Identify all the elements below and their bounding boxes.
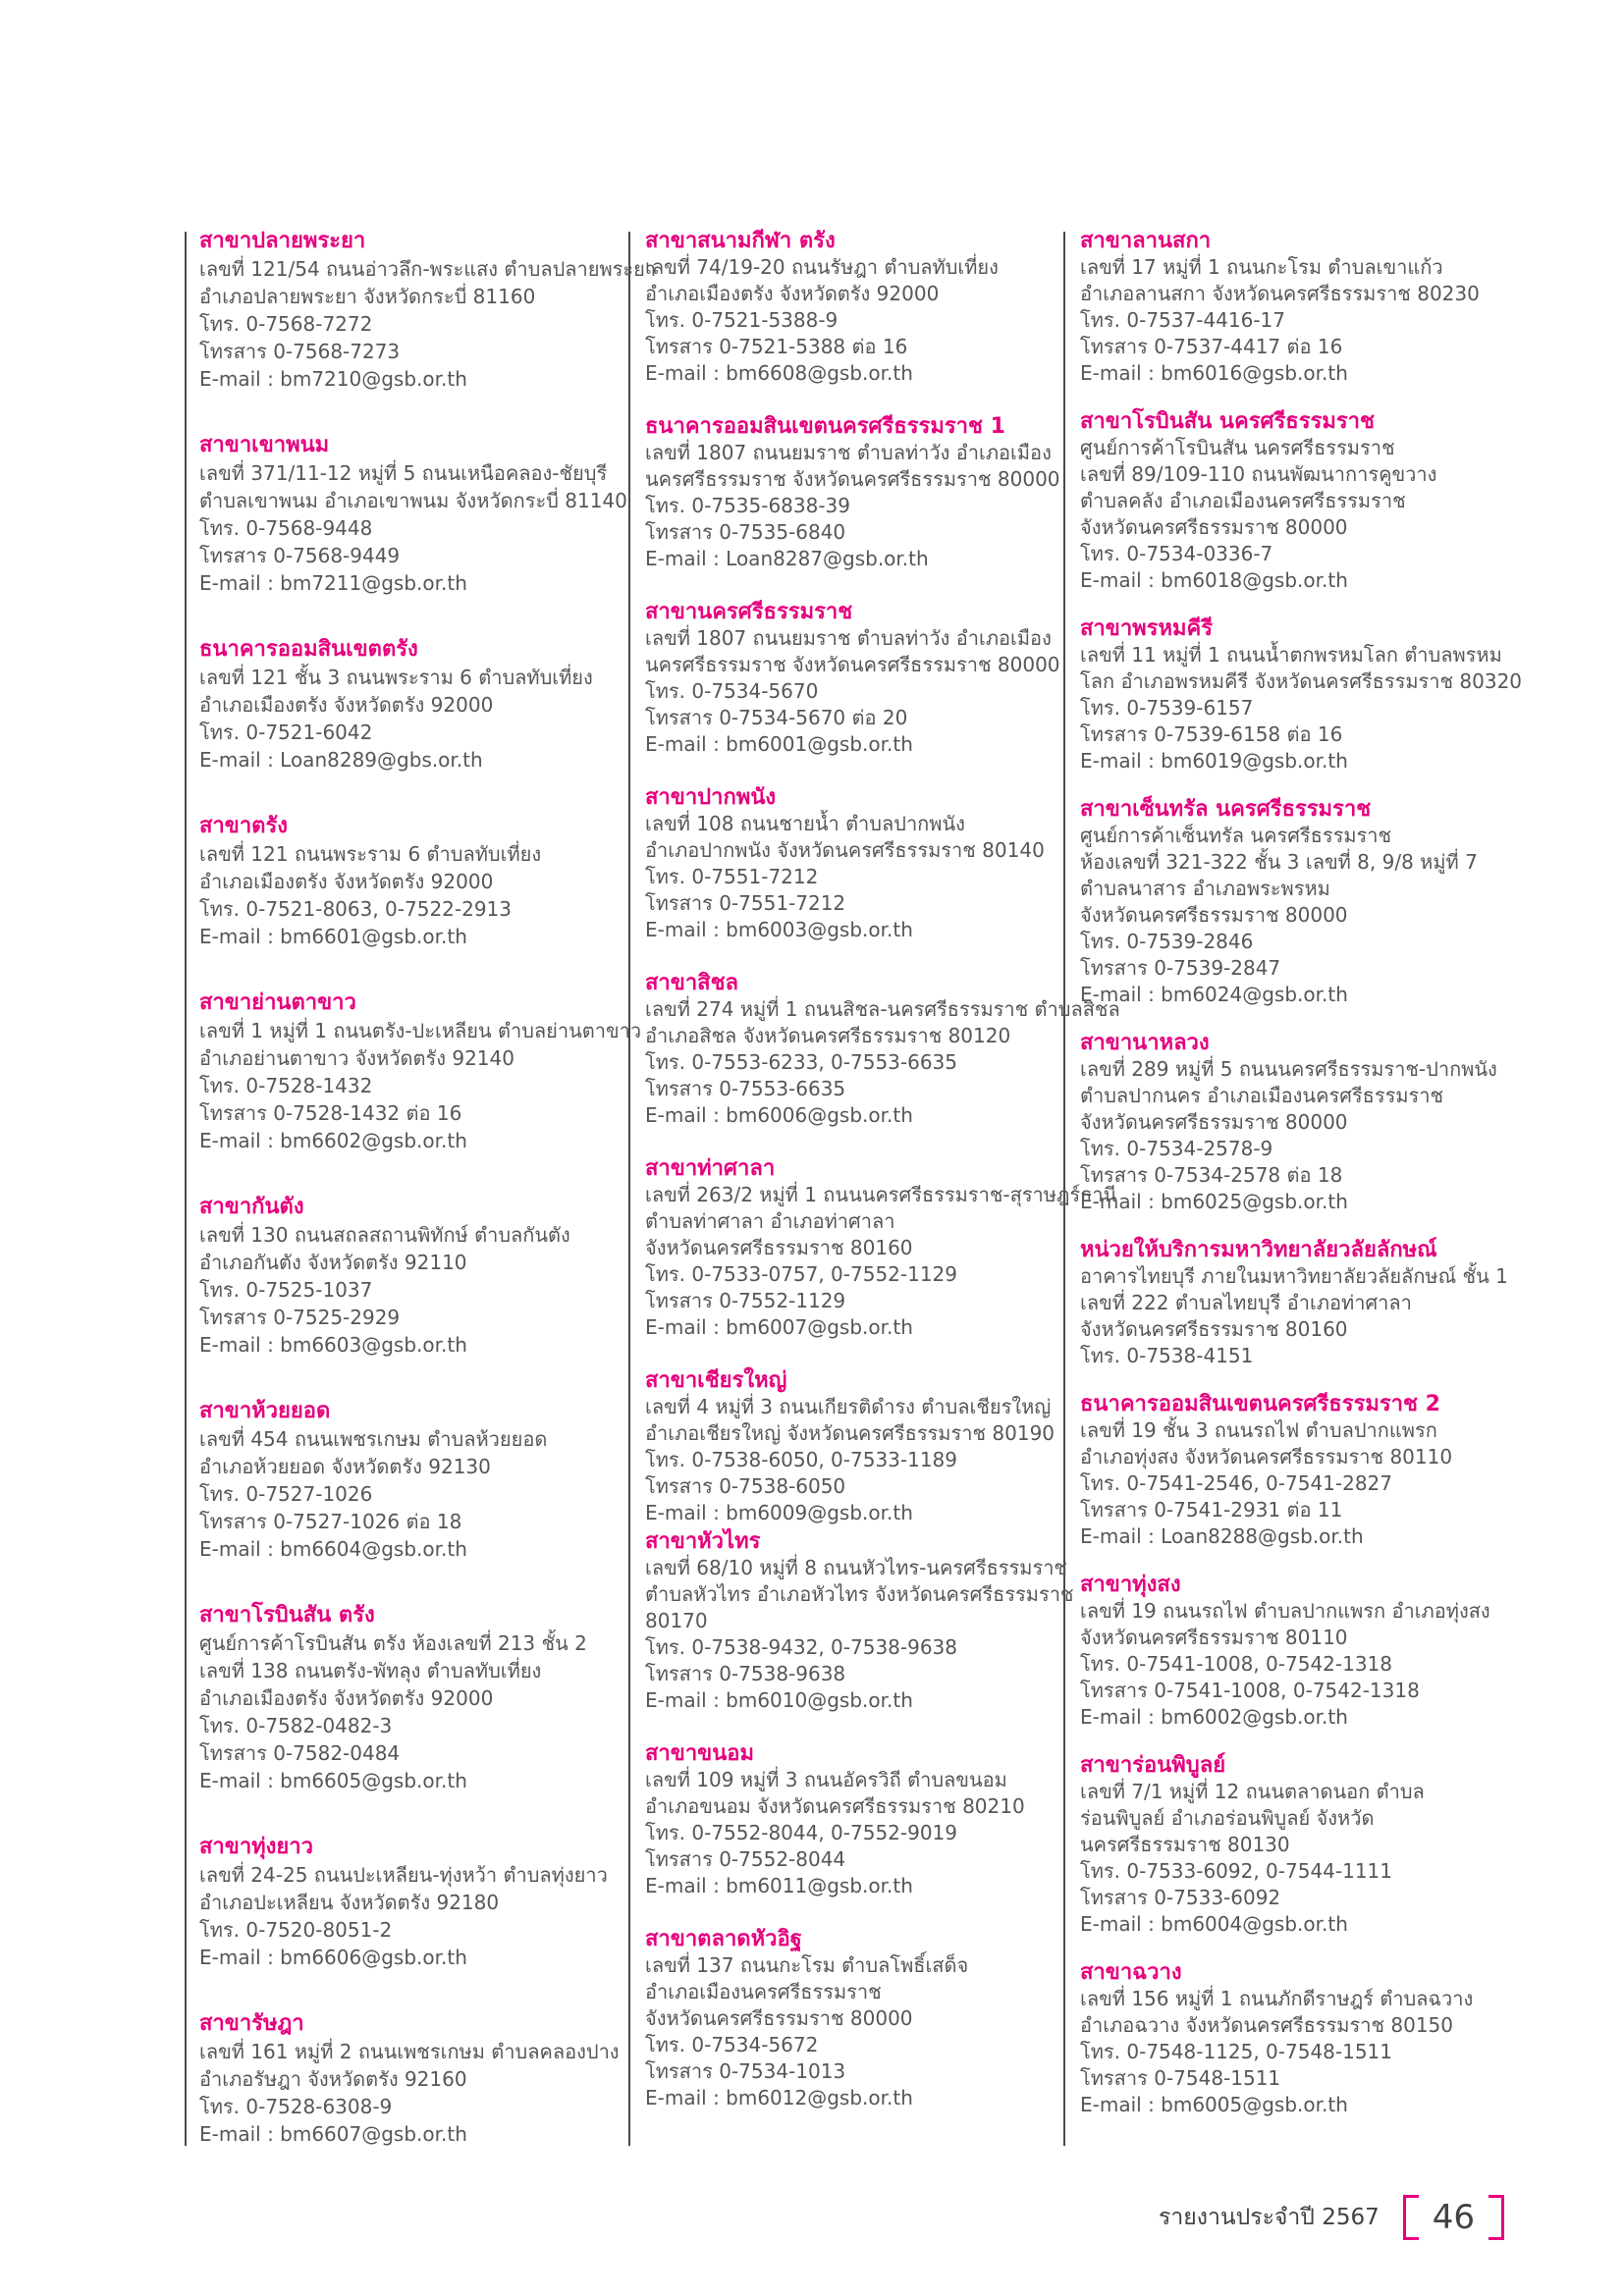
branch-address-line: โทร. 0-7535-6838-39 bbox=[645, 494, 851, 517]
branch-name: สาขาทุ่งยาว bbox=[199, 1835, 314, 1859]
branch-name: สาขาปากพนัง bbox=[645, 785, 777, 810]
branch-address-line: จังหวัดนครศรีธรรมราช 80000 bbox=[1080, 1110, 1348, 1134]
branch-name: สาขาท่าศาลา bbox=[645, 1156, 776, 1181]
branch-name: สาขาพรหมคีรี bbox=[1080, 616, 1214, 641]
branch-entry bbox=[645, 228, 1072, 387]
branch-address-line: เลขที่ 121 ถนนพระราม 6 ตำบลทับเที่ยง bbox=[199, 842, 542, 866]
branch-name: สาขาเซ็นทรัล นครศรีธรรมราช bbox=[1080, 797, 1372, 822]
branch-name: สาขาขนอม bbox=[645, 1741, 754, 1766]
branch-name: สาขานครศรีธรรมราช bbox=[645, 600, 853, 624]
branch-name: สาขานาหลวง bbox=[1080, 1031, 1210, 1055]
branch-address-line: ตำบลหัวไทร อำเภอหัวไทร จังหวัดนครศรีธรรมราช bbox=[645, 1582, 1074, 1606]
branch-entry bbox=[645, 1155, 1117, 1341]
branch-address-line: โทรสาร 0-7541-2931 ต่อ 11 bbox=[1080, 1498, 1343, 1522]
branch-entry bbox=[645, 970, 1120, 1129]
branch-address-line: โทรสาร 0-7548-1511 bbox=[1080, 2066, 1281, 2090]
branch-entry bbox=[199, 1834, 636, 1971]
branch-address-line: เลขที่ 74/19-20 ถนนรัษฎา ตำบลทับเที่ยง bbox=[645, 255, 999, 279]
branch-address-line: อำเภอสิชล จังหวัดนครศรีธรรมราช 80120 bbox=[645, 1024, 1011, 1047]
branch-entry bbox=[1080, 1030, 1542, 1215]
branch-name: สาขาตรัง bbox=[199, 814, 289, 838]
branch-address-line: ตำบลนาสาร อำเภอพระพรหม bbox=[1080, 877, 1330, 900]
branch-address-line: E-mail : bm6025@gsb.or.th bbox=[1080, 1190, 1348, 1213]
branch-address-line: โทร. 0-7537-4416-17 bbox=[1080, 308, 1286, 332]
branch-entry bbox=[1080, 1391, 1542, 1550]
branch-address-line: ร่อนพิบูลย์ อำเภอร่อนพิบูลย์ จังหวัด bbox=[1080, 1806, 1375, 1830]
branch-entry bbox=[199, 1194, 636, 1359]
branch-name: สาขาร่อนพิบูลย์ bbox=[1080, 1753, 1226, 1778]
branch-address-line: โทร. 0-7521-6042 bbox=[199, 721, 373, 744]
branch-entry bbox=[645, 1926, 1072, 2111]
branch-name: ธนาคารออมสินเขตนครศรีธรรมราช 2 bbox=[1080, 1392, 1440, 1416]
branch-address-line: โทร. 0-7541-2546, 0-7541-2827 bbox=[1080, 1471, 1393, 1495]
branch-address-line: โทรสาร 0-7568-9449 bbox=[199, 544, 401, 567]
branch-address-line: ตำบลท่าศาลา อำเภอท่าศาลา bbox=[645, 1209, 895, 1233]
branch-address-line: เลขที่ 7/1 หมู่ที่ 12 ถนนตลาดนอก ตำบล bbox=[1080, 1780, 1425, 1803]
branch-address-line: โทร. 0-7520-8051-2 bbox=[199, 1918, 393, 1942]
branch-name: สาขาลานสกา bbox=[1080, 229, 1212, 253]
branch-address-line: E-mail : Loan8287@gsb.or.th bbox=[645, 547, 929, 570]
branch-address-line: เลขที่ 130 ถนนสถลสถานพิทักษ์ ตำบลกันตัง bbox=[199, 1223, 570, 1247]
branch-name: สาขารัษฎา bbox=[199, 2011, 304, 2036]
branch-entry bbox=[645, 1740, 1072, 1899]
branch-entry bbox=[645, 599, 1072, 758]
branch-address-line: เลขที่ 1807 ถนนยมราช ตำบลท่าวัง อำเภอเมือง bbox=[645, 441, 1052, 464]
branch-address-line: จังหวัดนครศรีธรรมราช 80000 bbox=[1080, 515, 1348, 539]
branch-name: สาขาทุ่งสง bbox=[1080, 1573, 1181, 1597]
branch-name: สาขาฉวาง bbox=[1080, 1960, 1182, 1985]
branch-entry bbox=[645, 1367, 1072, 1526]
branch-address-line: โทรสาร 0-7534-1013 bbox=[645, 2059, 846, 2083]
branch-address-line: เลขที่ 289 หมู่ที่ 5 ถนนนครศรีธรรมราช-ปากพนัง bbox=[1080, 1057, 1497, 1081]
branch-address-line: นครศรีธรรมราช จังหวัดนครศรีธรรมราช 80000 bbox=[645, 467, 1060, 491]
branch-address-line: โทร. 0-7534-2578-9 bbox=[1080, 1137, 1273, 1160]
branch-address-line: อำเภอเมืองตรัง จังหวัดตรัง 92000 bbox=[199, 1686, 494, 1710]
branch-address-line: เลขที่ 138 ถนนตรัง-พัทลุง ตำบลทับเที่ยง bbox=[199, 1659, 542, 1682]
branch-address-line: E-mail : Loan8288@gsb.or.th bbox=[1080, 1524, 1364, 1548]
branch-address-line: E-mail : bm6010@gsb.or.th bbox=[645, 1688, 913, 1712]
branch-address-line: โทรสาร 0-7538-6050 bbox=[645, 1474, 846, 1498]
branch-name: ธนาคารออมสินเขตตรัง bbox=[199, 637, 418, 662]
branch-address-line: เลขที่ 263/2 หมู่ที่ 1 ถนนนครศรีธรรมราช-สุราษฎร์ธานี bbox=[645, 1183, 1117, 1206]
column-divider-1 bbox=[185, 232, 187, 2146]
branch-address-line: เลขที่ 24-25 ถนนปะเหลียน-ทุ่งหว้า ตำบลทุ่งยาว bbox=[199, 1863, 608, 1887]
branch-address-line: โทรสาร 0-7534-5670 ต่อ 20 bbox=[645, 706, 908, 729]
branch-address-line: E-mail : bm6606@gsb.or.th bbox=[199, 1946, 467, 1969]
branch-entry bbox=[645, 1528, 1072, 1714]
branch-address-line: อำเภอห้วยยอด จังหวัดตรัง 92130 bbox=[199, 1455, 491, 1478]
branch-address-line: โทร. 0-7534-5672 bbox=[645, 2033, 819, 2056]
branch-address-line: อำเภอเมืองนครศรีธรรมราช bbox=[645, 1980, 882, 2003]
branch-address-line: เลขที่ 89/109-110 ถนนพัฒนาการคูขวาง bbox=[1080, 462, 1437, 486]
branch-address-line: เลขที่ 121 ชั้น 3 ถนนพระราม 6 ตำบลทับเที่ยง bbox=[199, 666, 593, 689]
branch-name: สาขาห้วยยอด bbox=[199, 1399, 331, 1423]
branch-address-line: โทร. 0-7538-4151 bbox=[1080, 1344, 1254, 1367]
branch-address-line: นครศรีธรรมราช 80130 bbox=[1080, 1833, 1290, 1856]
branch-address-line: E-mail : bm6018@gsb.or.th bbox=[1080, 568, 1348, 592]
branch-address-line: เลขที่ 161 หมู่ที่ 2 ถนนเพชรเกษม ตำบลคลองปาง bbox=[199, 2040, 620, 2063]
branch-address-line: โทร. 0-7534-0336-7 bbox=[1080, 542, 1273, 565]
branch-name: สาขาสนามกีฬา ตรัง bbox=[645, 229, 836, 253]
branch-address-line: โทร. 0-7552-8044, 0-7552-9019 bbox=[645, 1821, 958, 1844]
branch-address-line: จังหวัดนครศรีธรรมราช 80110 bbox=[1080, 1626, 1348, 1649]
branch-directory-column-3 bbox=[1080, 228, 1542, 2140]
branch-address-line: โทรสาร 0-7533-6092 bbox=[1080, 1886, 1281, 1909]
branch-address-line: โทร. 0-7539-2846 bbox=[1080, 930, 1254, 953]
branch-address-line: E-mail : bm6011@gsb.or.th bbox=[645, 1874, 913, 1897]
branch-address-line: เลขที่ 454 ถนนเพชรเกษม ตำบลห้วยยอด bbox=[199, 1427, 548, 1451]
branch-name: สาขาหัวไทร bbox=[645, 1529, 761, 1554]
branch-address-line: อำเภอเมืองตรัง จังหวัดตรัง 92000 bbox=[645, 282, 940, 305]
branch-address-line: E-mail : bm6604@gsb.or.th bbox=[199, 1537, 467, 1561]
branch-directory-column-1 bbox=[199, 228, 657, 2187]
branch-address-line: โทร. 0-7533-0757, 0-7552-1129 bbox=[645, 1262, 958, 1286]
branch-address-line: เลขที่ 274 หมู่ที่ 1 ถนนสิชล-นครศรีธรรมราช ตำบลสิชล bbox=[645, 997, 1120, 1021]
branch-address-line: อำเภอขนอม จังหวัดนครศรีธรรมราช 80210 bbox=[645, 1794, 1025, 1818]
branch-address-line: โทร. 0-7527-1026 bbox=[199, 1482, 373, 1506]
branch-address-line: E-mail : bm6009@gsb.or.th bbox=[645, 1501, 913, 1524]
branch-address-line: เลขที่ 19 ชั้น 3 ถนนรถไฟ ตำบลปากแพรก bbox=[1080, 1418, 1437, 1442]
branch-address-line: จังหวัดนครศรีธรรมราช 80160 bbox=[645, 1236, 913, 1259]
branch-address-line: โทรสาร 0-7528-1432 ต่อ 16 bbox=[199, 1101, 462, 1125]
branch-address-line: เลขที่ 108 ถนนชายน้ำ ตำบลปากพนัง bbox=[645, 812, 965, 835]
branch-name: สาขาปลายพระยา bbox=[199, 229, 366, 253]
branch-entry bbox=[199, 1602, 636, 1794]
branch-address-line: จังหวัดนครศรีธรรมราช 80000 bbox=[1080, 903, 1348, 927]
branch-address-line: โทร. 0-7534-5670 bbox=[645, 679, 819, 703]
branch-address-line: โทรสาร 0-7535-6840 bbox=[645, 520, 846, 544]
branch-entry bbox=[199, 1398, 636, 1563]
branch-address-line: เลขที่ 4 หมู่ที่ 3 ถนนเกียรติดำรง ตำบลเชียรใหญ่ bbox=[645, 1395, 1052, 1418]
branch-entry bbox=[1080, 615, 1542, 774]
branch-address-line: โทรสาร 0-7525-2929 bbox=[199, 1306, 401, 1329]
branch-address-line: โทรสาร 0-7521-5388 ต่อ 16 bbox=[645, 335, 908, 358]
branch-address-line: E-mail : bm6603@gsb.or.th bbox=[199, 1333, 467, 1357]
report-title: รายงานประจำปี 2567 bbox=[1159, 2205, 1380, 2230]
branch-address-line: อาคารไทยบุรี ภายในมหาวิทยาลัยวลัยลักษณ์ ชั้น 1 bbox=[1080, 1264, 1508, 1288]
branch-name: สาขาโรบินสัน ตรัง bbox=[199, 1603, 375, 1628]
branch-entry bbox=[645, 413, 1072, 572]
branch-address-line: เลขที่ 68/10 หมู่ที่ 8 ถนนหัวไทร-นครศรีธรรมราช bbox=[645, 1556, 1068, 1579]
branch-entry bbox=[645, 784, 1072, 943]
branch-address-line: เลขที่ 222 ตำบลไทยบุรี อำเภอท่าศาลา bbox=[1080, 1291, 1412, 1314]
branch-address-line: เลขที่ 371/11-12 หมู่ที่ 5 ถนนเหนือคลอง-ชัยบุรี bbox=[199, 461, 608, 485]
branch-address-line: E-mail : bm6007@gsb.or.th bbox=[645, 1315, 913, 1339]
branch-address-line: โทร. 0-7568-7272 bbox=[199, 312, 373, 336]
branch-name: ธนาคารออมสินเขตนครศรีธรรมราช 1 bbox=[645, 414, 1005, 439]
branch-address-line: ห้องเลขที่ 321-322 ชั้น 3 เลขที่ 8, 9/8 หมู่ที่ 7 bbox=[1080, 850, 1478, 874]
branch-address-line: E-mail : bm6607@gsb.or.th bbox=[199, 2122, 467, 2146]
branch-address-line: E-mail : bm7211@gsb.or.th bbox=[199, 571, 467, 595]
branch-address-line: อำเภอปลายพระยา จังหวัดกระบี่ 81160 bbox=[199, 285, 536, 308]
branch-entry bbox=[1080, 1752, 1542, 1938]
branch-name: สาขากันตัง bbox=[199, 1195, 304, 1219]
branch-address-line: โทร. 0-7528-1432 bbox=[199, 1074, 373, 1097]
branch-address-line: อำเภอฉวาง จังหวัดนครศรีธรรมราช 80150 bbox=[1080, 2013, 1453, 2037]
branch-address-line: E-mail : Loan8289@gbs.or.th bbox=[199, 748, 483, 772]
branch-address-line: โทรสาร 0-7534-2578 ต่อ 18 bbox=[1080, 1163, 1343, 1187]
branch-address-line: โทร. 0-7539-6157 bbox=[1080, 696, 1254, 720]
page-footer bbox=[1159, 2195, 1504, 2240]
branch-address-line: E-mail : bm6019@gsb.or.th bbox=[1080, 749, 1348, 773]
branch-entry bbox=[199, 228, 657, 393]
branch-address-line: โทร. 0-7521-5388-9 bbox=[645, 308, 839, 332]
branch-address-line: E-mail : bm6002@gsb.or.th bbox=[1080, 1705, 1348, 1729]
branch-address-line: E-mail : bm6601@gsb.or.th bbox=[199, 925, 467, 948]
branch-entry bbox=[199, 432, 636, 597]
branch-address-line: E-mail : bm6005@gsb.or.th bbox=[1080, 2093, 1348, 2116]
branch-address-line: อำเภอลานสกา จังหวัดนครศรีธรรมราช 80230 bbox=[1080, 282, 1480, 305]
branch-address-line: นครศรีธรรมราช จังหวัดนครศรีธรรมราช 80000 bbox=[645, 653, 1060, 676]
branch-address-line: จังหวัดนครศรีธรรมราช 80000 bbox=[645, 2006, 913, 2030]
branch-name: สาขาโรบินสัน นครศรีธรรมราช bbox=[1080, 409, 1375, 434]
branch-address-line: E-mail : bm6001@gsb.or.th bbox=[645, 732, 913, 756]
branch-address-line: โทรสาร 0-7539-6158 ต่อ 16 bbox=[1080, 722, 1343, 746]
branch-address-line: ศูนย์การค้าโรบินสัน ตรัง ห้องเลขที่ 213 ชั้น 2 bbox=[199, 1631, 587, 1655]
branch-address-line: อำเภอรัษฎา จังหวัดตรัง 92160 bbox=[199, 2067, 467, 2091]
branch-address-line: โทร. 0-7551-7212 bbox=[645, 865, 819, 888]
branch-address-line: โทร. 0-7525-1037 bbox=[199, 1278, 373, 1302]
branch-entry bbox=[199, 636, 636, 774]
branch-address-line: โทรสาร 0-7552-8044 bbox=[645, 1847, 846, 1871]
branch-address-line: โทร. 0-7533-6092, 0-7544-1111 bbox=[1080, 1859, 1393, 1883]
branch-address-line: E-mail : bm6016@gsb.or.th bbox=[1080, 361, 1348, 385]
branch-address-line: โทรสาร 0-7537-4417 ต่อ 16 bbox=[1080, 335, 1343, 358]
branch-address-line: ตำบลปากนคร อำเภอเมืองนครศรีธรรมราช bbox=[1080, 1084, 1444, 1107]
branch-address-line: เลขที่ 156 หมู่ที่ 1 ถนนภักดีราษฎร์ ตำบลฉวาง bbox=[1080, 1987, 1474, 2010]
branch-address-line: เลขที่ 11 หมู่ที่ 1 ถนนน้ำตกพรหมโลก ตำบลพรหม bbox=[1080, 643, 1502, 667]
branch-address-line: E-mail : bm6004@gsb.or.th bbox=[1080, 1912, 1348, 1936]
branch-entry bbox=[1080, 1572, 1542, 1731]
branch-address-line: E-mail : bm6003@gsb.or.th bbox=[645, 918, 913, 941]
branch-address-line: E-mail : bm6024@gsb.or.th bbox=[1080, 983, 1348, 1006]
branch-address-line: E-mail : bm7210@gsb.or.th bbox=[199, 367, 467, 391]
branch-entry bbox=[199, 2010, 636, 2148]
branch-address-line: โทรสาร 0-7553-6635 bbox=[645, 1077, 846, 1100]
branch-address-line: โทร. 0-7568-9448 bbox=[199, 516, 373, 540]
branch-address-line: โทร. 0-7538-6050, 0-7533-1189 bbox=[645, 1448, 958, 1471]
branch-address-line: เลขที่ 19 ถนนรถไฟ ตำบลปากแพรก อำเภอทุ่งสง bbox=[1080, 1599, 1490, 1623]
branch-address-line: E-mail : bm6608@gsb.or.th bbox=[645, 361, 913, 385]
page-number-left-bracket bbox=[1403, 2195, 1419, 2240]
page-number: 46 bbox=[1432, 2198, 1476, 2237]
branch-address-line: โทรสาร 0-7538-9638 bbox=[645, 1662, 846, 1685]
branch-address-line: E-mail : bm6605@gsb.or.th bbox=[199, 1769, 467, 1792]
branch-address-line: โทรสาร 0-7539-2847 bbox=[1080, 956, 1281, 980]
branch-address-line: โทรสาร 0-7541-1008, 0-7542-1318 bbox=[1080, 1679, 1420, 1702]
branch-address-line: โทรสาร 0-7568-7273 bbox=[199, 340, 401, 363]
branch-address-line: E-mail : bm6006@gsb.or.th bbox=[645, 1103, 913, 1127]
branch-entry bbox=[1080, 1237, 1542, 1369]
branch-address-line: โทร. 0-7541-1008, 0-7542-1318 bbox=[1080, 1652, 1393, 1676]
branch-address-line: โทรสาร 0-7551-7212 bbox=[645, 891, 846, 915]
branch-address-line: โทร. 0-7553-6233, 0-7553-6635 bbox=[645, 1050, 958, 1074]
branch-address-line: อำเภอปะเหลียน จังหวัดตรัง 92180 bbox=[199, 1891, 500, 1914]
branch-address-line: เลขที่ 109 หมู่ที่ 3 ถนนอัครวิถี ตำบลขนอม bbox=[645, 1768, 1007, 1791]
branch-address-line: อำเภอย่านตาขาว จังหวัดตรัง 92140 bbox=[199, 1046, 514, 1070]
branch-address-line: ตำบลคลัง อำเภอเมืองนครศรีธรรมราช bbox=[1080, 489, 1406, 512]
branch-name: สาขาเขาพนม bbox=[199, 433, 330, 457]
branch-entry bbox=[1080, 408, 1542, 594]
branch-address-line: โทร. 0-7521-8063, 0-7522-2913 bbox=[199, 897, 513, 921]
branch-address-line: เลขที่ 1807 ถนนยมราช ตำบลท่าวัง อำเภอเมือง bbox=[645, 626, 1052, 650]
branch-address-line: โทร. 0-7528-6308-9 bbox=[199, 2095, 393, 2118]
branch-name: หน่วยให้บริการมหาวิทยาลัยวลัยลักษณ์ bbox=[1080, 1238, 1437, 1262]
branch-address-line: โทร. 0-7582-0482-3 bbox=[199, 1714, 393, 1737]
branch-name: สาขาย่านตาขาว bbox=[199, 990, 356, 1015]
branch-address-line: อำเภอกันตัง จังหวัดตรัง 92110 bbox=[199, 1251, 467, 1274]
branch-address-line: เลขที่ 137 ถนนกะโรม ตำบลโพธิ์เสด็จ bbox=[645, 1953, 969, 1977]
branch-address-line: อำเภอปากพนัง จังหวัดนครศรีธรรมราช 80140 bbox=[645, 838, 1045, 862]
branch-address-line: เลขที่ 17 หมู่ที่ 1 ถนนกะโรม ตำบลเขาแก้ว bbox=[1080, 255, 1443, 279]
branch-name: สาขาเชียรใหญ่ bbox=[645, 1368, 787, 1393]
branch-address-line: E-mail : bm6602@gsb.or.th bbox=[199, 1129, 467, 1152]
branch-address-line: โทรสาร 0-7527-1026 ต่อ 18 bbox=[199, 1510, 462, 1533]
branch-address-line: E-mail : bm6012@gsb.or.th bbox=[645, 2086, 913, 2109]
branch-entry bbox=[199, 813, 636, 950]
branch-address-line: อำเภอเมืองตรัง จังหวัดตรัง 92000 bbox=[199, 693, 494, 717]
branch-entry bbox=[1080, 796, 1542, 1008]
branch-address-line: อำเภอทุ่งสง จังหวัดนครศรีธรรมราช 80110 bbox=[1080, 1445, 1453, 1468]
branch-name: สาขาตลาดหัวอิฐ bbox=[645, 1927, 802, 1951]
branch-address-line: จังหวัดนครศรีธรรมราช 80160 bbox=[1080, 1317, 1348, 1341]
branch-address-line: เลขที่ 1 หมู่ที่ 1 ถนนตรัง-ปะเหลียน ตำบลย่านตาขาว bbox=[199, 1019, 642, 1042]
branch-address-line: โทรสาร 0-7582-0484 bbox=[199, 1741, 401, 1765]
branch-address-line: เลขที่ 121/54 ถนนอ่าวลึก-พระแสง ตำบลปลายพระยา bbox=[199, 257, 657, 281]
branch-directory-column-2 bbox=[645, 228, 1120, 2138]
branch-address-line: โทรสาร 0-7552-1129 bbox=[645, 1289, 846, 1312]
branch-address-line: โทร. 0-7548-1125, 0-7548-1511 bbox=[1080, 2040, 1393, 2063]
branch-address-line: ศูนย์การค้าโรบินสัน นครศรีธรรมราช bbox=[1080, 436, 1395, 459]
page-number-right-bracket bbox=[1489, 2195, 1504, 2240]
branch-name: สาขาสิชล bbox=[645, 971, 739, 995]
branch-address-line: อำเภอเมืองตรัง จังหวัดตรัง 92000 bbox=[199, 870, 494, 893]
branch-address-line: ตำบลเขาพนม อำเภอเขาพนม จังหวัดกระบี่ 81140 bbox=[199, 489, 627, 512]
branch-entry bbox=[199, 989, 642, 1154]
branch-address-line: อำเภอเชียรใหญ่ จังหวัดนครศรีธรรมราช 80190 bbox=[645, 1421, 1056, 1445]
branch-address-line: 80170 bbox=[645, 1609, 708, 1632]
branch-entry bbox=[1080, 228, 1542, 387]
branch-entry bbox=[1080, 1959, 1542, 2118]
branch-address-line: โลก อำเภอพรหมคีรี จังหวัดนครศรีธรรมราช 80320 bbox=[1080, 669, 1523, 693]
branch-address-line: โทร. 0-7538-9432, 0-7538-9638 bbox=[645, 1635, 958, 1659]
branch-address-line: ศูนย์การค้าเซ็นทรัล นครศรีธรรมราช bbox=[1080, 824, 1392, 847]
